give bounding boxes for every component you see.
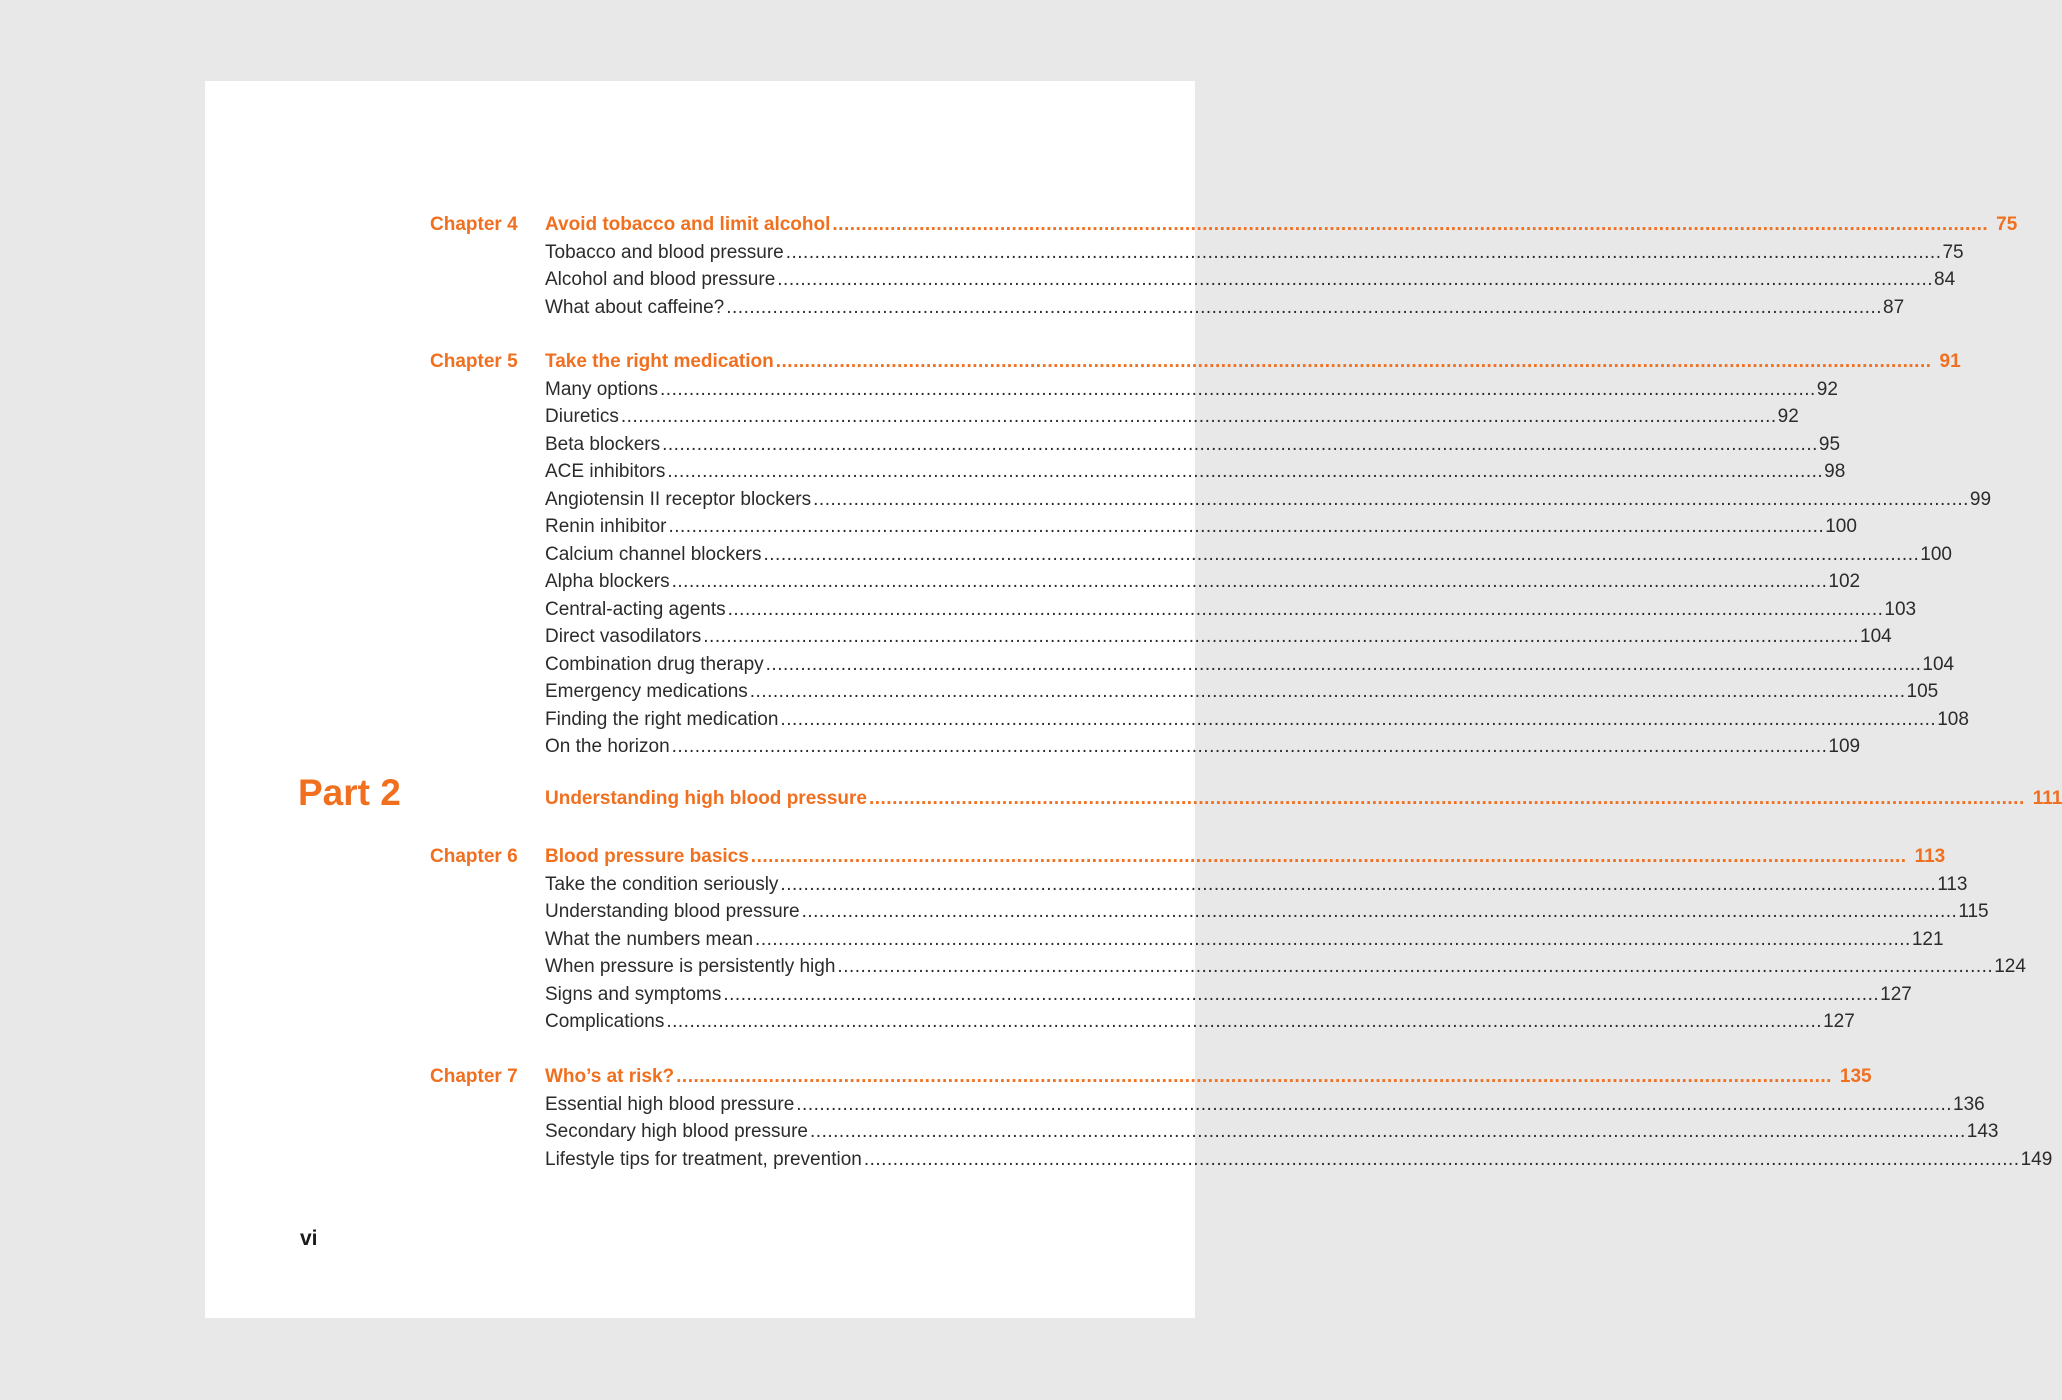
page-number: 127	[1880, 983, 1912, 1005]
chapter-7-entries	[205, 1091, 2053, 1174]
page-number: 127	[1823, 1011, 1855, 1032]
entry-title: On the horizon	[545, 736, 670, 757]
toc-entry-row	[205, 678, 1939, 706]
entry-title: Tobacco and blood pressure	[545, 241, 784, 263]
entry-title: Diuretics	[545, 406, 619, 427]
page-number: 103	[1884, 598, 1917, 620]
chapter-label: Chapter 7	[430, 1066, 518, 1087]
page-number: 98	[1824, 461, 1846, 482]
part-2-section	[205, 772, 2062, 813]
toc-entry-row	[205, 706, 1969, 734]
page-number: 104	[1922, 653, 1955, 675]
dot-leader: ........................................................................................................................................................................................................	[796, 1093, 1953, 1115]
entry-title: ACE inhibitors	[545, 461, 666, 482]
toc-entry-row	[205, 981, 1912, 1009]
page-number: 104	[1860, 626, 1892, 647]
dot-leader: ........................................................................................................................................................................................................	[755, 928, 1911, 950]
dot-leader: ........................................................................................................................................................................................................	[726, 296, 1882, 318]
page-number: 84	[1934, 269, 1956, 290]
chapter-title: Blood pressure basics	[545, 846, 749, 867]
chapter-label: Chapter 6	[430, 846, 518, 867]
chapter-7-section	[205, 1063, 2053, 1173]
dot-leader: ........................................................................................................................................................................................................	[813, 488, 1969, 510]
toc-entry-row	[205, 403, 1799, 431]
entry-title: Combination drug therapy	[545, 653, 764, 675]
chapter-4-section	[205, 211, 2018, 321]
chapter-6-section	[205, 843, 2026, 1036]
toc-entry-row	[205, 596, 1917, 624]
dot-leader: ........................................................................................................................................................................................................	[775, 351, 1932, 372]
toc-entry[interactable]	[545, 898, 1989, 926]
entry-title: Secondary high blood pressure	[545, 1121, 809, 1142]
dot-leader: ........................................................................................................................................................................................................	[671, 736, 1828, 757]
toc-entry[interactable]	[545, 981, 1912, 1009]
chapter-heading-row	[205, 211, 2018, 239]
chapter-heading-row	[205, 1063, 1872, 1091]
entry-title: Finding the right medication	[545, 708, 779, 730]
page-number: 109	[1828, 736, 1861, 757]
toc-entry[interactable]	[545, 1008, 1855, 1036]
entry-title: Take the condition seriously	[545, 873, 779, 895]
dot-leader: ........................................................................................................................................................................................................	[662, 433, 1818, 455]
part-label: Part 2	[298, 772, 401, 813]
chapter-4-entries	[205, 239, 1964, 322]
toc-entry[interactable]	[545, 458, 1846, 486]
toc-entry[interactable]	[545, 623, 1892, 651]
page-number: 102	[1828, 571, 1861, 592]
toc-entry[interactable]	[545, 953, 2026, 981]
dot-leader: ........................................................................................................................................................................................................	[777, 269, 1934, 290]
page-number: 100	[1920, 543, 1952, 565]
toc-entry[interactable]	[545, 596, 1917, 624]
entry-title: Signs and symptoms	[545, 983, 722, 1005]
page-number: 124	[1994, 956, 2026, 977]
page-number: 121	[1911, 928, 1944, 950]
dot-leader: ........................................................................................................................................................................................................	[837, 956, 1994, 977]
toc-entry-row	[205, 513, 1857, 541]
entry-title: Alpha blockers	[545, 571, 670, 592]
entry-title: Renin inhibitor	[545, 516, 667, 537]
toc-entry-row	[205, 239, 1964, 267]
toc-entry[interactable]	[545, 1146, 2053, 1174]
dot-leader: ........................................................................................................................................................................................................	[810, 1121, 1966, 1142]
toc-entry-row	[205, 1008, 1855, 1036]
dot-leader: ........................................................................................................................................................................................................	[667, 461, 1824, 482]
chapter-title-entry[interactable]	[545, 211, 2018, 239]
toc-entry-row	[205, 1091, 1985, 1119]
toc-entry[interactable]	[545, 266, 1956, 294]
page-number: 100	[1825, 516, 1857, 537]
page-folio: vi	[300, 1227, 318, 1250]
chapter-title: Who’s at risk?	[545, 1066, 675, 1087]
dot-leader: ........................................................................................................................................................................................................	[671, 571, 1828, 592]
entry-title: Essential high blood pressure	[545, 1093, 795, 1115]
toc-entry-row	[205, 953, 2026, 981]
dot-leader: ........................................................................................................................................................................................................	[780, 873, 1937, 895]
dot-leader: ........................................................................................................................................................................................................	[801, 901, 1958, 922]
entry-title: When pressure is persistently high	[545, 956, 836, 977]
page-number: 95	[1818, 433, 1841, 455]
chapter-title-entry[interactable]	[545, 348, 1961, 376]
toc-entry-row	[205, 266, 1956, 294]
part-title: Understanding high blood pressure	[545, 788, 867, 809]
chapter-5-section	[205, 348, 1992, 761]
page-number: 135	[1839, 1066, 1872, 1087]
toc-entry[interactable]	[545, 706, 1969, 734]
toc-entry-row	[205, 651, 1955, 679]
dot-leader: ........................................................................................................................................................................................................	[750, 846, 1907, 867]
toc-entry[interactable]	[545, 403, 1799, 431]
page-number: 136	[1953, 1093, 1985, 1115]
entry-title: Calcium channel blockers	[545, 543, 762, 565]
entry-title: Emergency medications	[545, 681, 748, 702]
toc-entry-row	[205, 733, 1861, 761]
toc-entry-row	[205, 1146, 2053, 1174]
dot-leader: ........................................................................................................................................................................................................	[832, 214, 1989, 235]
page-number: 75	[1996, 214, 2018, 235]
dot-leader: ........................................................................................................................................................................................................	[668, 516, 1825, 537]
entry-title: Direct vasodilators	[545, 626, 702, 647]
page-number: 99	[1969, 488, 1992, 510]
page-number: 149	[2020, 1148, 2053, 1170]
toc-entry-row	[205, 431, 1841, 459]
dot-leader: ........................................................................................................................................................................................................	[780, 708, 1937, 730]
toc-entry-row	[205, 376, 1838, 404]
entry-title: Alcohol and blood pressure	[545, 269, 776, 290]
toc-entry-row	[205, 1118, 1999, 1146]
dot-leader: ........................................................................................................................................................................................................	[666, 1011, 1823, 1032]
toc-entry[interactable]	[545, 294, 1905, 322]
page-number: 143	[1966, 1121, 1999, 1142]
toc-entry[interactable]	[545, 651, 1955, 679]
page-number: 113	[1937, 873, 1968, 895]
entry-title: Many options	[545, 378, 659, 400]
entry-title: Lifestyle tips for treatment, prevention	[545, 1148, 862, 1170]
toc-entry-row	[205, 898, 1989, 926]
page-number: 91	[1939, 351, 1961, 372]
chapter-title-entry[interactable]	[545, 843, 1946, 871]
toc-entry[interactable]	[545, 871, 1968, 899]
chapter-label: Chapter 5	[430, 351, 518, 372]
toc-entry[interactable]	[545, 239, 1964, 267]
entry-title: Central-acting agents	[545, 598, 726, 620]
dot-leader: ........................................................................................................................................................................................................	[676, 1066, 1832, 1087]
toc-entry-row	[205, 541, 1952, 569]
page-number: 75	[1942, 241, 1964, 263]
toc-entry[interactable]	[545, 926, 1944, 954]
dot-leader: ........................................................................................................................................................................................................	[703, 626, 1860, 647]
chapter-6-entries	[205, 871, 2026, 1036]
toc-entry-row	[205, 294, 1905, 322]
dot-leader: ........................................................................................................................................................................................................	[785, 241, 1942, 263]
dot-leader: ........................................................................................................................................................................................................	[763, 543, 1920, 565]
entry-title: Understanding blood pressure	[545, 901, 800, 922]
chapter-heading-row	[205, 843, 1946, 871]
toc-entry[interactable]	[545, 1091, 1985, 1119]
table-of-contents	[205, 81, 2062, 1318]
chapter-5-entries	[205, 376, 1992, 761]
toc-entry[interactable]	[545, 678, 1939, 706]
toc-entry[interactable]	[545, 513, 1857, 541]
entry-title: Angiotensin II receptor blockers	[545, 488, 812, 510]
toc-entry[interactable]	[545, 376, 1838, 404]
page-number: 111	[2032, 788, 2062, 809]
dot-leader: ........................................................................................................................................................................................................	[863, 1148, 2020, 1170]
chapter-title: Take the right medication	[545, 351, 774, 372]
toc-entry-row	[205, 568, 1861, 596]
entry-title: Beta blockers	[545, 433, 661, 455]
dot-leader: ........................................................................................................................................................................................................	[660, 378, 1816, 400]
part-heading-row	[205, 785, 2062, 813]
chapter-label: Chapter 4	[430, 214, 518, 235]
chapter-title: Avoid tobacco and limit alcohol	[545, 214, 831, 235]
page-number: 115	[1958, 901, 1989, 922]
toc-entry-row	[205, 926, 1944, 954]
toc-entry[interactable]	[545, 486, 1992, 514]
dot-leader: ........................................................................................................................................................................................................	[620, 406, 1777, 427]
page-number: 113	[1914, 846, 1946, 867]
toc-entry-row	[205, 458, 1846, 486]
page-number: 92	[1777, 406, 1799, 427]
toc-entry[interactable]	[545, 1118, 1999, 1146]
dot-leader: ........................................................................................................................................................................................................	[727, 598, 1884, 620]
entry-title: What the numbers mean	[545, 928, 754, 950]
toc-entry-row	[205, 623, 1892, 651]
page-number: 105	[1906, 681, 1939, 702]
entry-title: What about caffeine?	[545, 296, 725, 318]
page-number: 108	[1937, 708, 1969, 730]
toc-entry[interactable]	[545, 733, 1861, 761]
toc-entry-row	[205, 486, 1992, 514]
toc-entry[interactable]	[545, 568, 1861, 596]
chapter-title-entry[interactable]	[545, 1063, 1872, 1091]
part-title-entry[interactable]	[545, 785, 2062, 813]
entry-title: Complications	[545, 1011, 665, 1032]
toc-entry[interactable]	[545, 541, 1952, 569]
book-page	[205, 81, 2062, 1318]
page-number: 92	[1816, 378, 1838, 400]
toc-entry[interactable]	[545, 431, 1841, 459]
chapter-heading-row	[205, 348, 1961, 376]
page-number: 87	[1883, 296, 1905, 318]
dot-leader: ........................................................................................................................................................................................................	[723, 983, 1880, 1005]
dot-leader: ........................................................................................................................................................................................................	[868, 788, 2025, 809]
dot-leader: ........................................................................................................................................................................................................	[765, 653, 1922, 675]
toc-entry-row	[205, 871, 1968, 899]
dot-leader: ........................................................................................................................................................................................................	[749, 681, 1906, 702]
